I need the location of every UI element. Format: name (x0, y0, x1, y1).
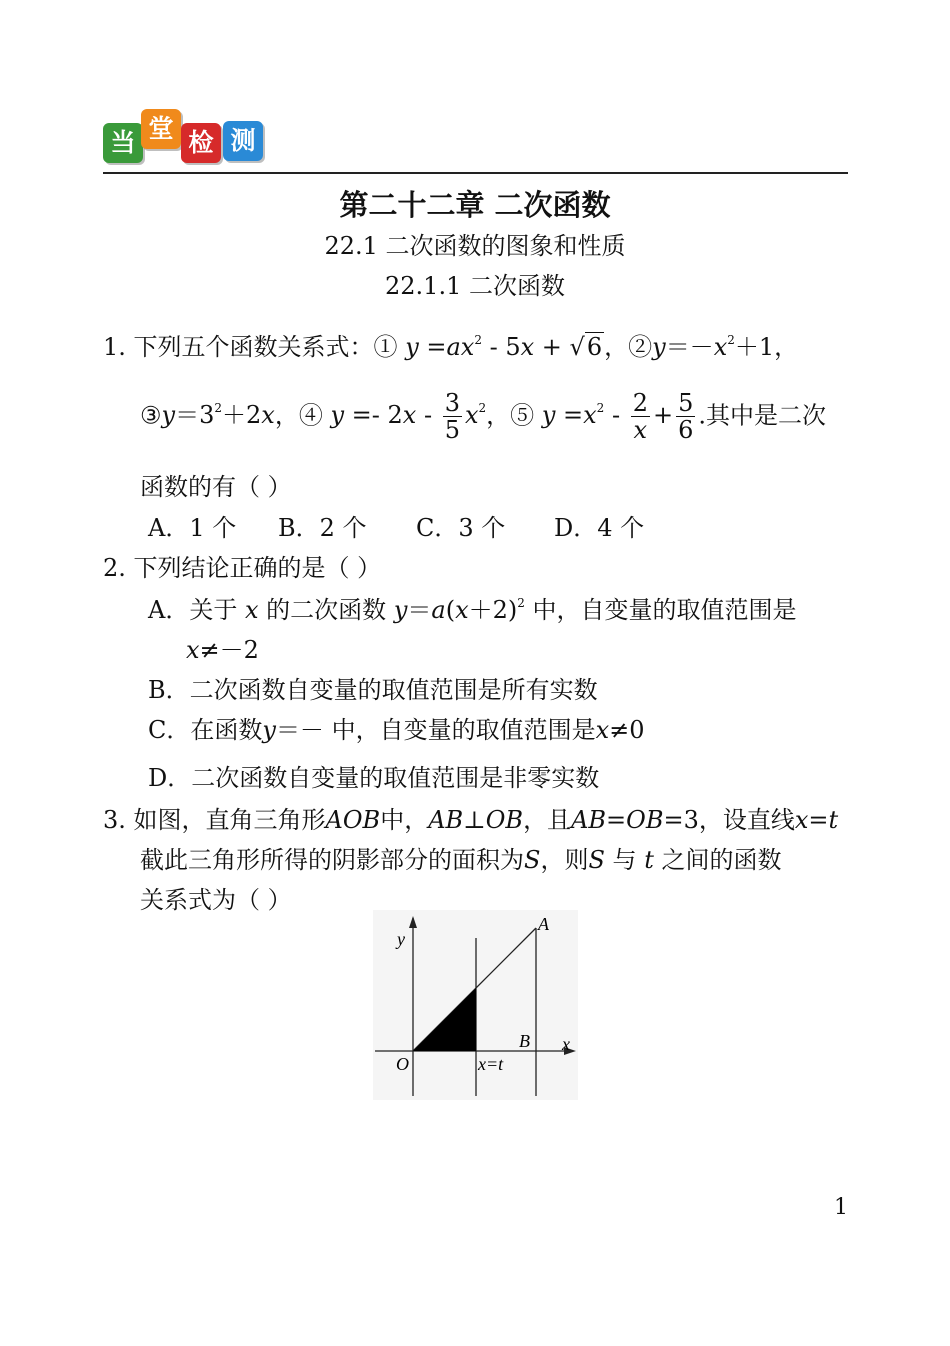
q3-line3: 关系式为（ ） (140, 886, 292, 914)
q1-tail: .其中是二次 (698, 401, 826, 430)
q3-line2: 截此三角形所得的阴影部分的面积为S，则S 与 t 之间的函数 (140, 846, 782, 874)
label-xt: x=t (478, 1054, 504, 1074)
q3-l1d: =3，设直线 (663, 806, 795, 834)
q2-a-part2: 的二次函数 (266, 596, 387, 624)
q1-formula-5: $y =x^2$ - $\frac{2}{x}$ + $\frac{5}{6}$ (541, 389, 694, 445)
q3-l2d: 之间的函数 (661, 846, 782, 874)
shaded-region (413, 988, 476, 1051)
label-o: O (396, 1054, 409, 1074)
q2-option-b: B．二次函数自变量的取值范围是所有实数 (148, 676, 598, 704)
q3-l1c: ，且 (523, 806, 572, 834)
subsection-title: 22.1.1 二次函数 (385, 272, 565, 300)
q2-option-c: C．在函数y＝－ 中，自变量的取值范围是x≠0 (148, 716, 645, 744)
q1-option-a: A．1 个 (148, 514, 237, 542)
q3-number: 3. (103, 806, 126, 834)
q1-formula-3: $y=3^2+2x$ (161, 401, 275, 430)
q2-option-d: D．二次函数自变量的取值范围是非零实数 (148, 764, 600, 792)
q1-stem2: 函数的有（ ） (140, 473, 292, 501)
q2-c-part1: C．在函数 (148, 716, 263, 744)
q2-option-a: A．关于 x 的二次函数 $y=a(x+2)^2$ 中，自变量的取值范围是 (148, 596, 797, 624)
q3-line1: 3. 如图，直角三角形AOB中，AB⊥OB，且AB=OB=3，设直线x=t (103, 806, 839, 834)
q2-number: 2. (103, 554, 126, 582)
logo (103, 107, 269, 169)
q2-a-part3: 中，自变量的取值范围是 (532, 596, 797, 624)
chapter-title: 第二十二章 二次函数 (339, 188, 611, 222)
logo-char-4: 测 (223, 121, 263, 161)
q1-line1 (103, 327, 798, 362)
label-b: B (519, 1031, 530, 1051)
q1-stem: 下列五个函数关系式： (133, 333, 374, 361)
q2-a-part1: A．关于 (148, 596, 238, 624)
section-title: 22.1 二次函数的图象和性质 (324, 232, 626, 260)
q1-f4-label: ，④ (274, 401, 323, 430)
y-axis-arrow (409, 916, 417, 928)
q1-number: 1. (103, 333, 126, 361)
q1-f3-label: ③ (140, 401, 162, 430)
q1-formula-2: $y=-x^2+1$， (652, 333, 799, 361)
q1-option-d: D．4 个 (554, 514, 645, 542)
q1-option-b: B．2 个 (278, 514, 367, 542)
q1-f2-label: ，② (604, 333, 653, 361)
q3-l2c: 与 (612, 846, 637, 874)
q2-line1 (103, 548, 381, 583)
q3-l1b: 中， (380, 806, 429, 834)
label-x: x (562, 1034, 570, 1054)
header-rule (103, 172, 848, 174)
q2-c-part2: 中，自变量的取值范围是 (323, 716, 596, 744)
logo-char-1: 当 (103, 123, 143, 163)
q3-l2a: 截此三角形所得的阴影部分的面积为 (140, 846, 524, 874)
page-number: 1 (834, 1195, 848, 1220)
label-y: y (397, 929, 405, 949)
q1-f5-label: ，⑤ (486, 401, 535, 430)
figure-svg (373, 910, 578, 1100)
triangle-figure (373, 910, 578, 1100)
logo-char-2: 堂 (141, 109, 181, 149)
q1-formula-1: $y =ax^2 - 5x + √6$ (405, 333, 603, 361)
q1-formula-4: y =- 2x - $\frac{3}{5}$ $x^2$ (330, 389, 487, 445)
logo-char-3: 检 (181, 123, 221, 163)
q3-l1a: 如图，直角三角形 (133, 806, 326, 834)
q1-option-c: C．3 个 (416, 514, 506, 542)
q1-line2 (140, 390, 826, 444)
q3-l2b: ，则 (540, 846, 589, 874)
q1-f1-label: ① (373, 333, 398, 361)
label-a: A (538, 914, 549, 934)
q2-stem: 下列结论正确的是（ ） (133, 554, 382, 582)
q2-option-a-cont: x≠－2 (186, 636, 259, 664)
